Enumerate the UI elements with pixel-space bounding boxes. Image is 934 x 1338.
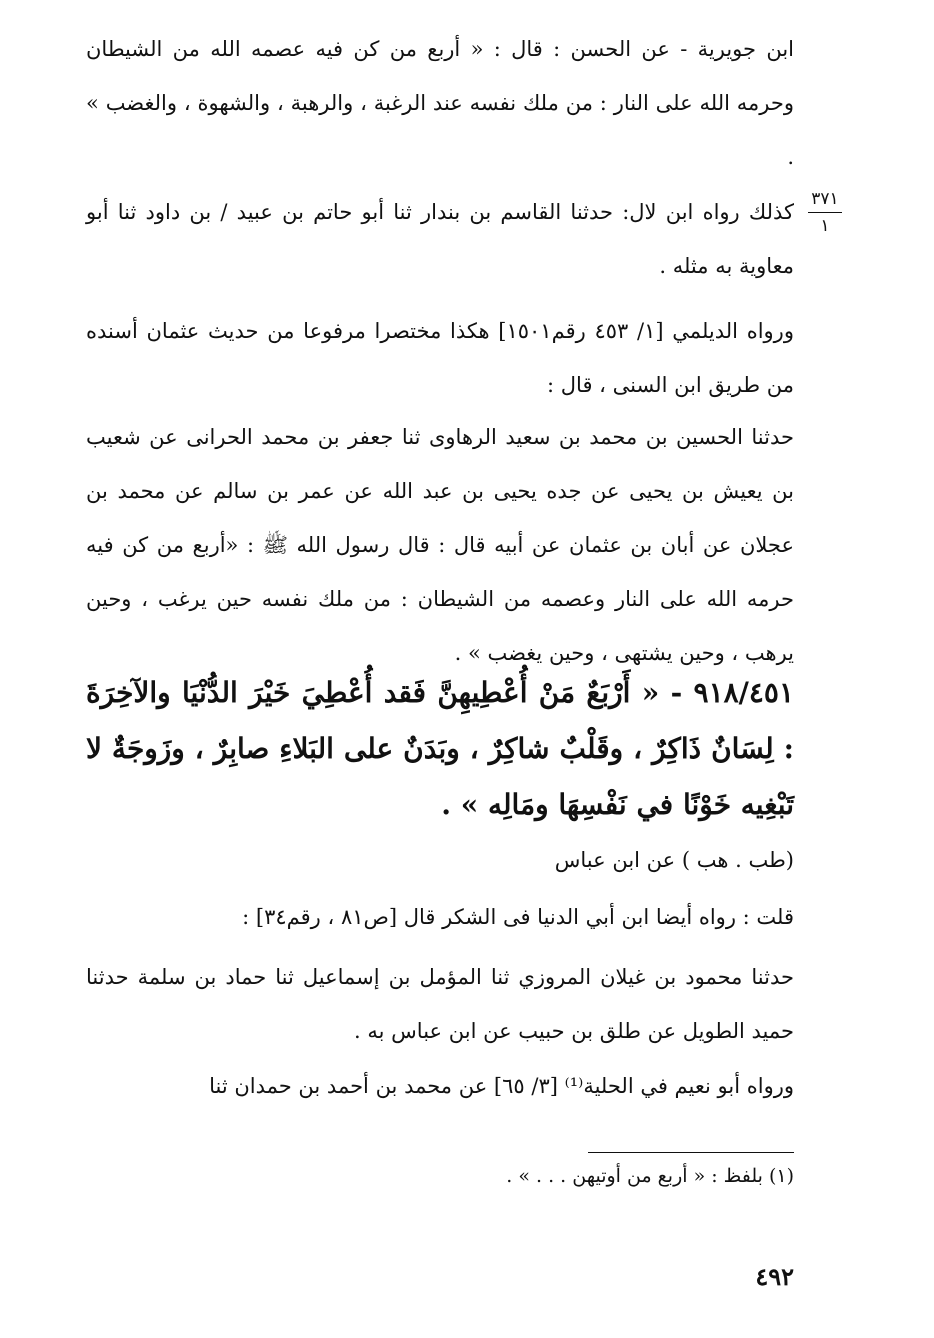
paragraph-qultu: قلت : رواه أيضا ابن أبي الدنيا فى الشكر قال [ص٨١ ، رقم٣٤] : <box>242 905 794 929</box>
paragraph-7: ورواه أبو نعيم في الحلية⁽¹⁾ [٣/ ٦٥] عن محمد بن أحمد بن حمدان ثنا <box>209 1074 794 1098</box>
paragraph-4: حدثنا الحسين بن محمد بن سعيد الرهاوى ثنا جعفر بن محمد الحرانى عن شعيب بن يعيش بن يحيى عن جده يحيى بن عبد الله عن عمر بن سالم عن محمد بن عجلان عن أبان بن عثمان عن أبيه قال : قال رسول الله ﷺ : «أربع من كن فيه حرمه الله على النار وعصمه من الشيطان : من ملك نفسه حين يرغب ، وحين يرهب ، وحين يشتهى ، وحين يغضب » . <box>86 425 794 665</box>
source-attribution: (طب . هب ) عن ابن عباس <box>554 848 794 872</box>
paragraph-3: ورواه الديلمي [١/ ٤٥٣ رقم١٥٠١] هكذا مختصرا مرفوعا من حديث عثمان أسنده من طريق ابن السنى ، قال : <box>86 319 794 397</box>
margin-note-top: ٣٧١ <box>808 190 842 213</box>
page-number: ٤٩٢ <box>755 1262 794 1291</box>
paragraph-1: ابن جويرية - عن الحسن : قال : « أربع من كن فيه عصمه الله من الشيطان وحرمه الله على النار : من ملك نفسه عند الرغبة ، والرهبة ، والشهوة ، والغضب » . <box>86 37 794 169</box>
footnote: (١) بلفظ : « أربع من أوتيهن . . . » . <box>506 1165 794 1187</box>
margin-volume-note <box>808 190 842 235</box>
hadith-entry: ٩١٨/٤٥١ - « أَرْبَعٌ مَنْ أُعْطِيهِنَّ فَقد أُعْطِيَ خَيْرَ الدُّنْيَا والآخِرَةَ : لِسَانٌ ذَاكِرٌ ، وقَلْبٌ شاكِرٌ ، وبَدَنٌ على البَلاءِ صابِرٌ ، وزَوجَةٌ لا تَبْغِيه خَوْنًا في نَفْسِهَا ومَالِه » . <box>86 676 794 821</box>
paragraph-6: حدثنا محمود بن غيلان المروزي ثنا المؤمل بن إسماعيل ثنا حماد بن سلمة حدثنا حميد الطويل عن طلق بن حبيب عن ابن عباس به . <box>86 965 794 1043</box>
paragraph-2: كذلك رواه ابن لال: حدثنا القاسم بن بندار ثنا أبو حاتم بن عبيد / بن داود ثنا أبو معاوية به مثله . <box>86 200 794 278</box>
footnote-divider <box>588 1152 794 1153</box>
margin-note-bottom: ١ <box>820 216 830 236</box>
